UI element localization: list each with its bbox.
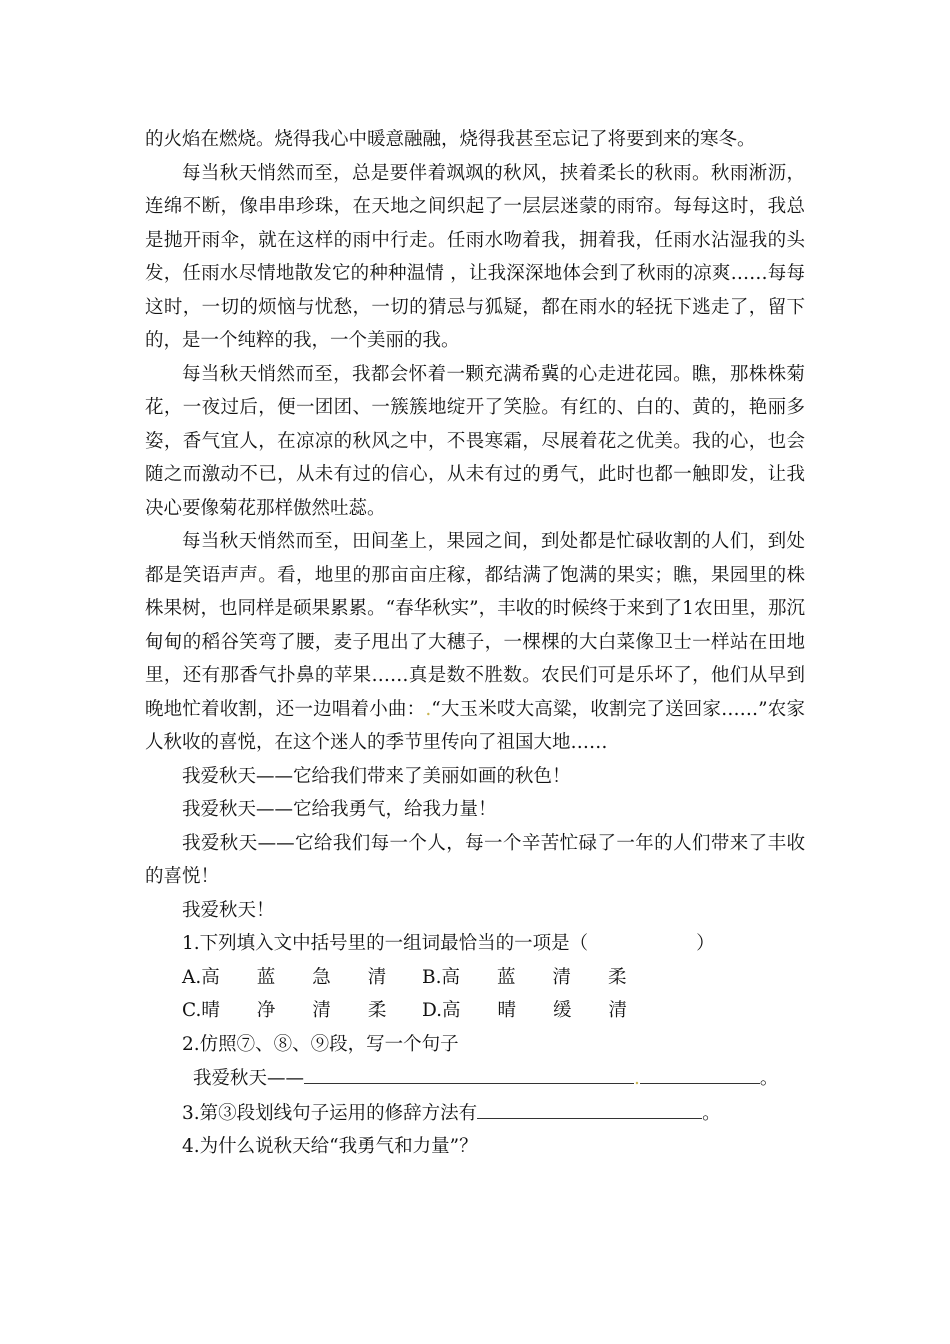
question-1-text: 1.下列填入文中括号里的一组词最恰当的一项是（ [182,933,589,954]
option-b: B.高 蓝 清 柔 [422,966,627,988]
essay-text [145,123,805,1164]
question-3-end: 。 [702,1102,721,1124]
paragraph-love-autumn-4: 我爱秋天！ [182,899,275,921]
harvest-song: “大玉米哎大高粱，收割完了送回家……”农家人秋收的喜悦，在这个迷人的季节里传向了祖国大地…… [145,698,805,753]
question-2-blank-2[interactable] [640,1061,760,1084]
small-dot-mark: . [425,698,432,720]
paragraph-love-autumn-2: 我爱秋天——它给我勇气，给我力量！ [182,799,497,820]
question-3 [145,1096,805,1131]
option-c: C.晴 净 清 柔 [182,1000,387,1021]
question-2: 2.仿照⑦、⑧、⑨段，写一个句子 [182,1033,459,1055]
paragraph-fire: 的火焰在燃烧。烧得我心中暖意融融，烧得我甚至忘记了将要到来的寒冬。 [145,129,756,150]
options-row-1 [145,961,805,995]
paragraph-love-autumn-1: 我爱秋天——它给我们带来了美丽如画的秋色！ [182,765,571,787]
option-d: D.高 晴 缓 清 [422,1000,628,1021]
question-2-answer-line [145,1061,805,1096]
options-row-2 [145,994,805,1028]
option-a: A.高 蓝 急 清 [182,966,387,988]
question-3-text: 3.第③段划线句子运用的修辞方法有 [182,1102,478,1124]
question-4: 4.为什么说秋天给“我勇气和力量”？ [182,1136,478,1157]
small-dot-mark-2: . [634,1068,640,1089]
question-2-prefix: 我爱秋天—— [193,1068,305,1089]
harvest-text: 每当秋天悄然而至，田间垄上，果园之间，到处都是忙碌收割的人们，到处都是笑语声声。看，地里的那亩亩庄稼，都结满了饱满的果实；瞧，果园里的株株果树，也同样是硕果累累。“春华秋实”，丰收的时候终于来到了1农田里，那沉甸甸的稻谷笑弯了腰，麦子甩出了大穗子，一棵棵的大白菜像卫士一样站在田地里，还有那香气扑鼻的苹果……真是数不胜数。农民们可是乐坏了，他们从早到晚地忙着收割，还一边唱着小曲： [145,531,805,720]
paragraph-autumn-rain: 每当秋天悄然而至，总是要伴着飒飒的秋风，挟着柔长的秋雨。秋雨淅沥，连绵不断，像串串珍珠，在天地之间织起了一层层迷蒙的雨帘。每每这时，我总是抛开雨伞，就在这样的雨中行走。任雨水吻着我，拥着我，任雨水沾湿我的头发，任雨水尽情地散发它的种种温情 ，让我深深地体会到了秋雨的凉爽……每每这时，一切的烦恼与忧愁，一切的猜忌与狐疑，都在雨水的轻抚下逃走了，留下的，是一个纯粹的我，一个美丽的我。 [145,162,805,351]
question-1 [145,927,805,961]
question-2-end: 。 [759,1068,779,1089]
question-1-answer-space[interactable] [588,927,696,949]
paragraph-harvest [145,525,805,760]
paragraph-love-autumn-3: 我爱秋天——它给我们每一个人，每一个辛苦忙碌了一年的人们带来了丰收的喜悦！ [145,832,805,887]
question-1-close: ） [696,933,715,954]
question-2-blank-1[interactable] [304,1061,634,1084]
paragraph-chrysanthemum: 每当秋天悄然而至，我都会怀着一颗充满希冀的心走进花园。瞧，那株株菊花，一夜过后，便一团团、一簇簇地绽开了笑脸。有红的、白的、黄的，艳丽多姿，香气宜人，在凉凉的秋风之中，不畏寒霜，尽展着花之优美。我的心，也会随之而激动不已，从未有过的信心，从未有过的勇气，此时也都一触即发，让我决心要像菊花那样傲然吐蕊。 [145,363,805,519]
question-3-blank[interactable] [477,1096,702,1119]
